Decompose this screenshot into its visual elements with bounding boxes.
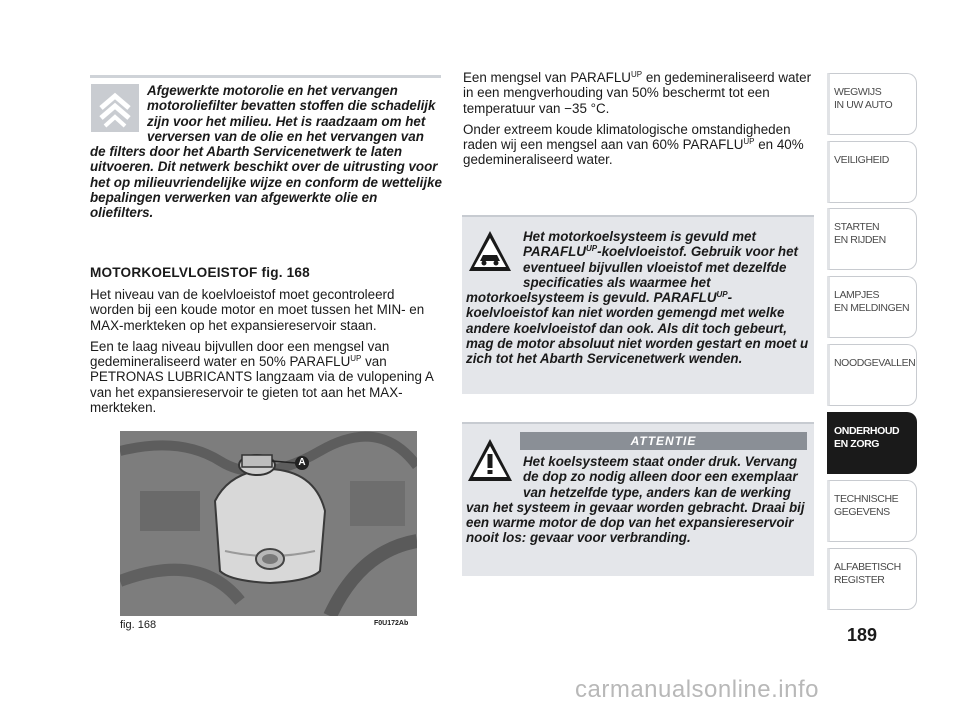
sidebar-tab-technische[interactable] <box>827 480 917 542</box>
sidebar-tab-line1: WEGWIJS <box>834 86 882 98</box>
pressure-warning <box>466 454 811 546</box>
sidebar-tab-line2: EN MELDINGEN <box>834 302 910 314</box>
sidebar-tab-line2: IN UW AUTO <box>834 99 893 111</box>
sidebar-tab-lampjes[interactable] <box>827 276 917 338</box>
sidebar-tab-line1: TECHNISCHE <box>834 493 899 505</box>
coolant-spec-warning <box>466 229 811 367</box>
sidebar-tab-wegwijs[interactable] <box>827 73 917 135</box>
eco-note <box>90 83 442 221</box>
sidebar-tab-line2: EN ZORG <box>834 438 880 450</box>
sidebar-tab-noodgevallen[interactable] <box>827 344 917 406</box>
heading-title: MOTORKOELVLOEISTOF <box>90 265 258 280</box>
mixture-section <box>463 70 815 174</box>
sidebar-tab-veiligheid[interactable] <box>827 141 917 203</box>
sidebar-tab-starten[interactable] <box>827 208 917 270</box>
coolant-check-paragraph: Het niveau van de koelvloeistof moet gecontroleerd worden bij een koude motor en moet tussen het MIN- en MAX-merkteken op het expansiereservoir staan. <box>90 287 425 333</box>
pressure-warning-text: Het koelsysteem staat onder druk. Vervang de dop zo nodig alleen door een exemplaar van hetzelfde type, anders kan de werking van het systeem in gevaar worden gebracht. Draai bij een warme motor de dop van het expansiereservoir nooit los: gevaar voor verbranding. <box>466 454 805 546</box>
heading-fig-ref: fig. 168 <box>261 265 310 280</box>
figure-code: F0U172Ab <box>374 620 409 627</box>
page-number: 189 <box>847 625 878 645</box>
sidebar-tab-line1: STARTEN <box>834 221 880 233</box>
coolant-refill-paragraph: Een te laag niveau bijvullen door een mengsel van gedemineraliseerd water en 50% $PARAFLU^{UP}$ van PETRONAS LUBRICANTS langzaam via de vulopening A van het expansiereservoir te gieten tot aan het MAX-merkteken. <box>90 338 434 416</box>
sidebar-tab-line1: ALFABETISCH <box>834 561 901 573</box>
sidebar-tab-line2: EN RIJDEN <box>834 234 886 246</box>
sidebar-tab-line2: REGISTER <box>834 574 885 586</box>
section-heading <box>90 265 442 280</box>
sidebar-tab-line1: LAMPJES <box>834 289 880 301</box>
sidebar-tab-line1: VEILIGHEID <box>834 154 889 166</box>
watermark: carmanualsonline.info <box>575 676 819 703</box>
sidebar-tab-onderhoud[interactable] <box>827 412 917 474</box>
eco-note-text: Afgewerkte motorolie en het vervangen motoroliefilter bevatten stoffen die schadelijk zijn voor het milieu. Het is raadzaam om het verversen van de olie en het vervangen van de filters door het Abarth Servicenetwerk te laten uitvoeren. Dit netwerk beschikt over de uitrusting voor het op milieuvriendelijke wijze en conform de wettelijke bepalingen verwerken van afgewerkte olie en oliefilters. <box>90 83 442 221</box>
mixture-paragraph-1: Een mengsel van $PARAFLU^{UP}$ en gedemineraliseerd water in een mengverhouding van 50% beschermt tot een temperatuur van −35 °C. <box>463 70 812 116</box>
callout-a-label: A <box>298 457 306 468</box>
coolant-spec-warning-box <box>462 215 814 394</box>
figure-168-engine-bay <box>120 431 417 616</box>
sidebar-tab-alfabetisch[interactable] <box>827 548 917 610</box>
pressure-warning-box <box>462 422 814 576</box>
eco-note-divider <box>90 75 441 78</box>
sidebar-tab-line2: GEGEVENS <box>834 506 890 518</box>
attentie-banner: ATTENTIE <box>520 432 807 450</box>
coolant-spec-warning-text: Het motorkoelsysteem is gevuld met $PARAFLU^{UP}$-koelvloeistof. Gebruik voor het eventueel bijvullen vloeistof met dezelfde specificaties als waarmee het motorkoelsysteem is gevuld. $PARAFLU^{UP}$-koelvloeistof kan niet worden gemengd met welke andere koelvloeistof dan ook. Als dit toch gebeurt, mag de motor absoluut niet worden gestart en moet u zich tot het Abarth Servicenetwerk wenden. <box>466 229 809 367</box>
sidebar-tab-line1: NOODGEVALLEN <box>834 357 916 369</box>
coolant-section <box>90 255 442 421</box>
figure-caption: fig. 168 <box>120 619 157 631</box>
sidebar-tab-line1: ONDERHOUD <box>834 425 900 437</box>
mixture-paragraph-2: Onder extreem koude klimatologische omstandigheden raden wij een mengsel aan van 60% $PARAFLU^{UP}$ en 40% gedemineraliseerd water. <box>463 121 804 168</box>
